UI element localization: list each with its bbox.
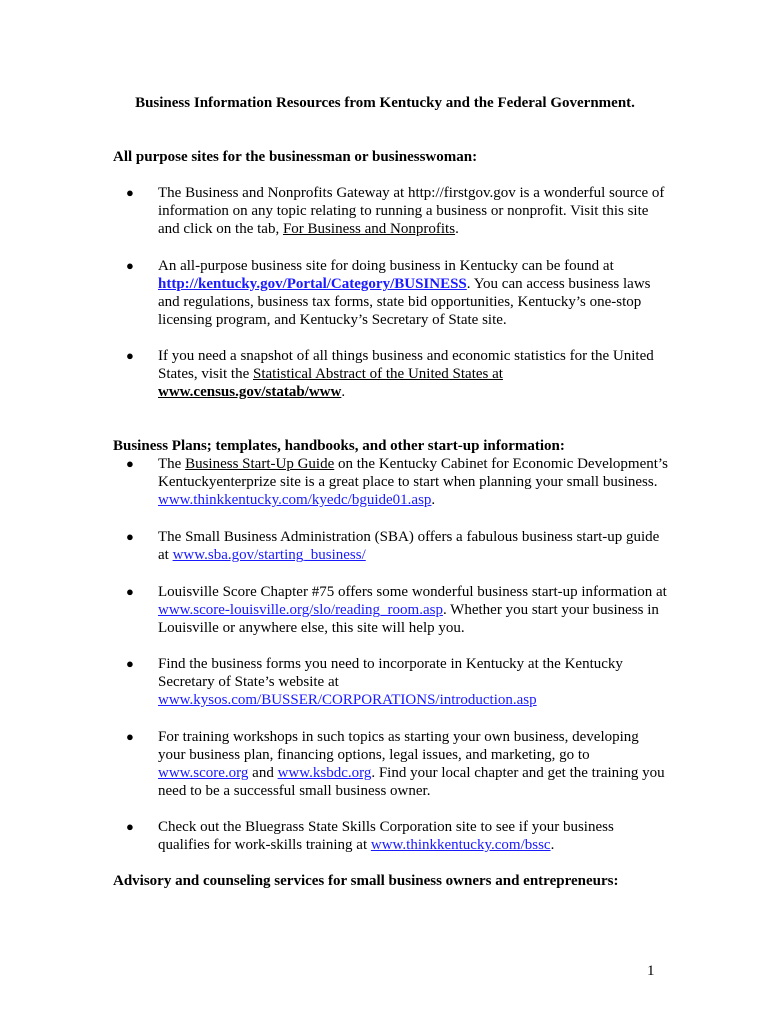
list-item: [126, 818, 668, 854]
item-text: The Business and Nonprofits Gateway at http://firstgov.gov is a wonderful source of information on any topic relating to running a business or nonprofit. Visit this site and click on the tab,: [158, 185, 665, 237]
item-text: . Find your local chapter and get the training you need to be a successful small business owner.: [158, 765, 665, 799]
item-text: The Small Business Administration (SBA) offers a fabulous business start-up guide at: [158, 529, 660, 563]
list-item: [126, 583, 668, 637]
census-statab-link[interactable]: www.census.gov/statab/www: [158, 384, 342, 400]
bullet-icon: ●: [126, 529, 134, 544]
sba-starting-business-link[interactable]: www.sba.gov/starting_business/: [172, 547, 366, 563]
list-item: [126, 728, 668, 800]
bullet-icon: ●: [126, 584, 134, 599]
bullet-icon: ●: [126, 348, 134, 363]
list-item: [126, 347, 668, 401]
item-text: Find the business forms you need to incorporate in Kentucky at the Kentucky Secretary of State’s website at: [158, 656, 623, 690]
list-item: [126, 257, 668, 329]
list-item: [126, 455, 668, 509]
list-item: [126, 528, 668, 564]
item-text: . You can access business laws and regulations, business tax forms, state bid opportunities, Kentucky’s one-stop licensing program, and Kentucky’s Secretary of State site.: [158, 276, 651, 328]
bullet-icon: ●: [126, 185, 134, 200]
bullet-icon: ●: [126, 258, 134, 273]
section-heading-all-purpose: All purpose sites for the businessman or businesswoman:: [113, 149, 478, 165]
item-text: .: [341, 384, 346, 400]
bullet-icon: ●: [126, 729, 134, 744]
thinkkentucky-bguide-link[interactable]: www.thinkkentucky.com/kyedc/bguide01.asp: [158, 492, 432, 508]
ksbdc-org-link[interactable]: www.ksbdc.org: [277, 765, 372, 781]
score-org-link[interactable]: www.score.org: [158, 765, 249, 781]
item-text: If you need a snapshot of all things business and economic statistics for the United States, visit the: [158, 348, 654, 382]
list-item: [126, 655, 668, 709]
item-text: .: [550, 837, 555, 853]
bullet-icon: ●: [126, 456, 134, 471]
bullet-icon: ●: [126, 819, 134, 834]
list-item: [126, 184, 668, 238]
bullet-icon: ●: [126, 656, 134, 671]
section-heading-advisory: Advisory and counseling services for small business owners and entrepreneurs:: [113, 873, 619, 889]
document-title: Business Information Resources from Kentucky and the Federal Government.: [135, 95, 635, 111]
item-text: . Whether you start your business in Louisville or anywhere else, this site will help you.: [158, 602, 659, 636]
section-heading-business-plans: Business Plans; templates, handbooks, and other start-up information:: [113, 438, 565, 454]
item-text: For training workshops in such topics as starting your own business, developing your business plan, financing options, legal issues, and marketing, go to: [158, 729, 639, 763]
business-nonprofits-tab-text: For Business and Nonprofits: [282, 221, 456, 237]
item-text: .: [455, 221, 459, 237]
item-text: An all-purpose business site for doing business in Kentucky can be found at: [158, 258, 614, 274]
kysos-corporations-link[interactable]: www.kysos.com/BUSSER/CORPORATIONS/introduction.asp: [158, 692, 537, 708]
statistical-abstract-text: Statistical Abstract of the United States at: [253, 366, 503, 382]
business-startup-guide-text: Business Start-Up Guide: [185, 456, 335, 472]
item-text: .: [431, 492, 436, 508]
page-number: 1: [647, 963, 655, 979]
item-text: on the Kentucky Cabinet for Economic Development’s Kentuckyenterprize site is a great place to start when planning your small business.: [158, 456, 668, 490]
item-text: Check out the Bluegrass State Skills Corporation site to see if your business qualifies for work-skills training at: [158, 819, 614, 853]
item-text: and: [248, 765, 278, 781]
thinkkentucky-bssc-link[interactable]: www.thinkkentucky.com/bssc: [370, 837, 551, 853]
score-louisville-link[interactable]: www.score-louisville.org/slo/reading_room.asp: [158, 602, 443, 618]
kentucky-business-portal-link[interactable]: http://kentucky.gov/Portal/Category/BUSINESS: [158, 276, 467, 292]
item-text: Louisville Score Chapter #75 offers some wonderful business start-up information at: [158, 584, 667, 600]
item-text: The: [158, 456, 186, 472]
